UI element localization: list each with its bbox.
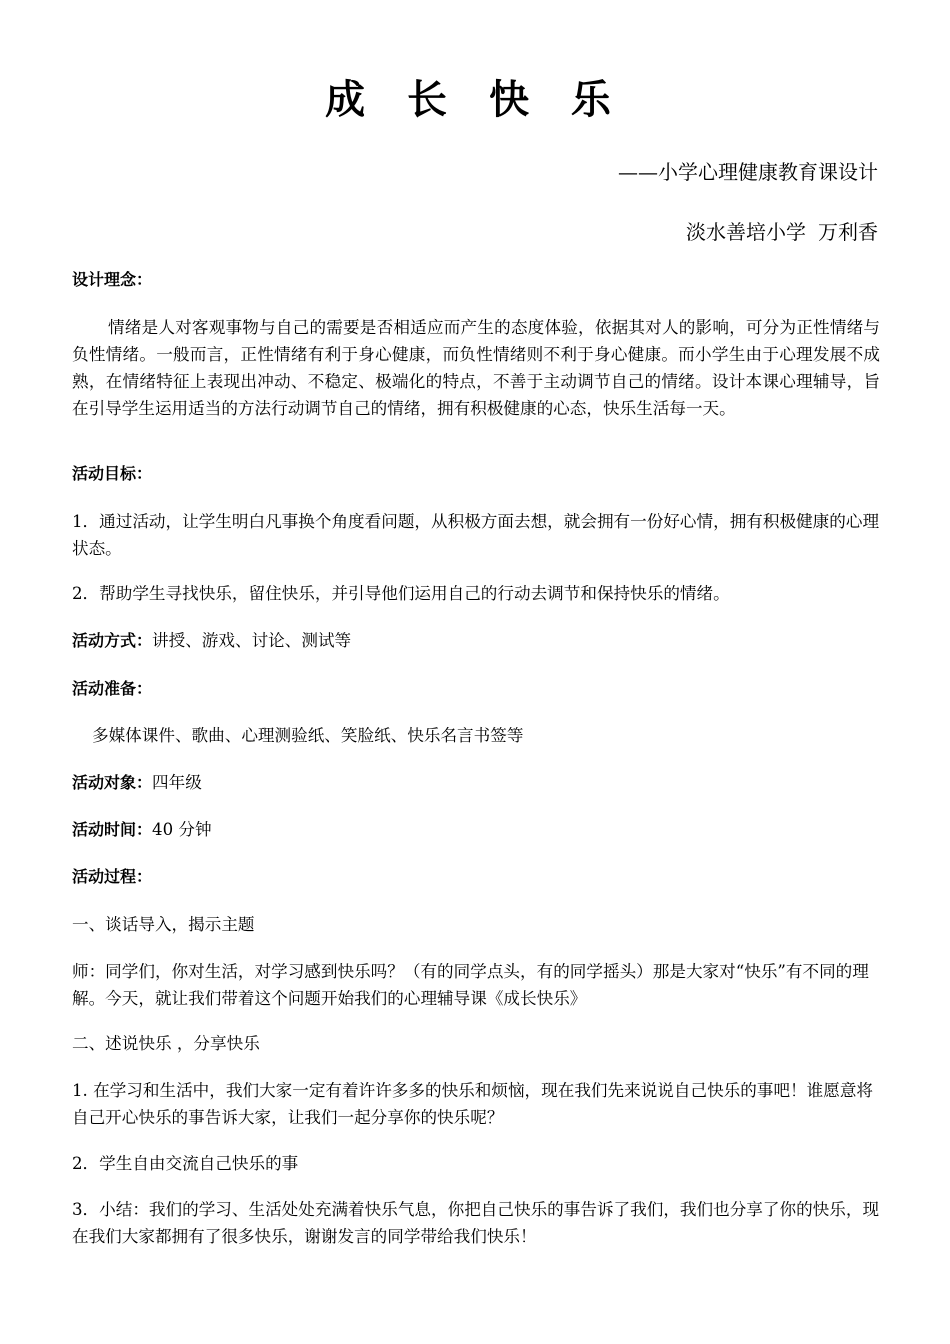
document-title: 成 长 快 乐 — [325, 77, 625, 123]
time-line — [72, 816, 880, 843]
prep-heading: 活动准备： — [72, 679, 153, 698]
method-heading: 活动方式： — [72, 631, 153, 650]
target-heading: 活动对象： — [72, 773, 153, 792]
process-part2-item-1: 1. 在学习和生活中，我们大家一定有着许许多多的快乐和烦恼，现在我们先来说说自己快乐的事吧！谁愿意将自己开心快乐的事告诉大家，让我们一起分享你的快乐呢？ — [72, 1081, 874, 1127]
prep-value: 多媒体课件、歌曲、心理测验纸、笑脸纸、快乐名言书签等 — [92, 726, 524, 745]
document-subtitle: ——小学心理健康教育课设计 — [618, 160, 878, 184]
process-heading: 活动过程： — [72, 867, 153, 886]
design-concept-heading: 设计理念： — [72, 270, 153, 289]
goals-heading: 活动目标： — [72, 464, 153, 483]
target-line — [72, 769, 880, 796]
process-part2-item-3: 3．小结：我们的学习、生活处处充满着快乐气息，你把自己快乐的事告诉了我们，我们也分享了你的快乐，现在我们大家都拥有了很多快乐，谢谢发言的同学带给我们快乐！ — [72, 1200, 880, 1246]
author-school: 淡水善培小学 — [686, 220, 806, 244]
author-line — [686, 218, 878, 246]
design-concept-paragraph: 情绪是人对客观事物与自己的需要是否相适应而产生的态度体验，依据其对人的影响，可分为正性情绪与负性情绪。一般而言，正性情绪有利于身心健康，而负性情绪则不利于身心健康。而小学生由于心理发展不成熟，在情绪特征上表现出冲动、不稳定、极端化的特点，不善于主动调节自己的情绪。设计本课心理辅导，旨在引导学生运用适当的方法行动调节自己的情绪，拥有积极健康的心态，快乐生活每一天。 — [72, 318, 880, 418]
goal-item-1: 1．通过活动，让学生明白凡事换个角度看问题，从积极方面去想，就会拥有一份好心情，拥有积极健康的心理状态。 — [72, 512, 880, 558]
process-part2-item-2: 2．学生自由交流自己快乐的事 — [72, 1154, 299, 1173]
time-heading: 活动时间： — [72, 820, 153, 839]
method-line — [72, 627, 880, 654]
target-value: 四年级 — [152, 773, 202, 792]
goal-item-2: 2．帮助学生寻找快乐，留住快乐，并引导他们运用自己的行动去调节和保持快乐的情绪。 — [72, 584, 730, 603]
method-value: 讲授、游戏、讨论、测试等 — [152, 631, 352, 650]
process-part1-title: 一、谈话导入，揭示主题 — [72, 915, 255, 934]
process-part1-text: 师：同学们，你对生活，对学习感到快乐吗？（有的同学点头，有的同学摇头）那是大家对“快乐”有不同的理解。今天，就让我们带着这个问题开始我们的心理辅导课《成长快乐》 — [72, 962, 869, 1008]
author-name: 万利香 — [818, 220, 878, 244]
time-value: 40 分钟 — [152, 820, 212, 839]
process-part2-title: 二、述说快乐 ，分享快乐 — [72, 1034, 260, 1053]
